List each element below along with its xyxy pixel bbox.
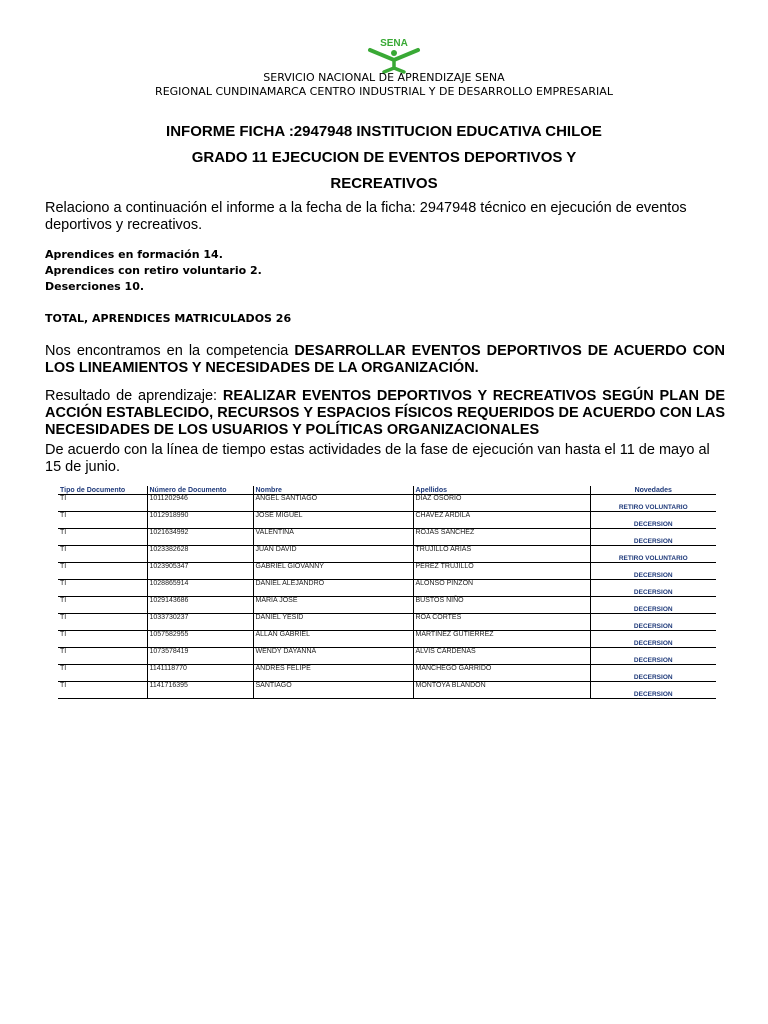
report-subtitle-cont: RECREATIVOS	[330, 175, 438, 192]
table-header-row	[58, 486, 716, 495]
cell-nombre: ALLAN GABRIEL	[253, 631, 413, 648]
cell-numero: 1023382628	[147, 546, 253, 563]
cell-numero: 1012918990	[147, 512, 253, 529]
table-row	[58, 495, 716, 512]
cell-nombre: GABRIEL GIOVANNY	[253, 563, 413, 580]
cell-nombre: WENDY DAYANNA	[253, 648, 413, 665]
cell-novedad: DECERSION	[590, 563, 716, 580]
cell-nombre: ANDRES FELIPE	[253, 665, 413, 682]
cell-numero: 1029143686	[147, 597, 253, 614]
cell-numero: 1141118770	[147, 665, 253, 682]
cell-numero: 1033730237	[147, 614, 253, 631]
cell-apellidos: MANCHEGO GARRIDO	[413, 665, 590, 682]
cell-tipo: TI	[58, 580, 147, 597]
org-region-line: REGIONAL CUNDINAMARCA CENTRO INDUSTRIAL Y DE DESARROLLO EMPRESARIAL	[155, 85, 613, 98]
cell-numero: 1023905347	[147, 563, 253, 580]
competencia-paragraph	[45, 343, 725, 377]
cell-novedad: DECERSION	[590, 529, 716, 546]
cell-tipo: TI	[58, 512, 147, 529]
header-tipo-documento: Tipo de Documento	[58, 486, 147, 495]
resultado-paragraph	[45, 388, 725, 439]
cell-tipo: TI	[58, 546, 147, 563]
cell-nombre: JOSE MIGUEL	[253, 512, 413, 529]
competencia-prefix: Nos encontramos en la competencia	[45, 343, 295, 359]
cell-apellidos: CHAVEZ ARDILA	[413, 512, 590, 529]
cell-nombre: DANIEL YESID	[253, 614, 413, 631]
resultado-value: REALIZAR EVENTOS DEPORTIVOS Y RECREATIVOS SEGÚN PLAN DE ACCIÓN ESTABLECIDO, RECURSOS Y ESPACIOS FÍSICOS REQUERIDOS DE ACUERDO CON LAS NECESIDADES DE LOS USUARIOS Y POLÍTICAS ORGANIZACIONALES	[45, 388, 725, 438]
cell-tipo: TI	[58, 563, 147, 580]
cell-apellidos: ALONSO PINZON	[413, 580, 590, 597]
cell-novedad: DECERSION	[590, 512, 716, 529]
table-row	[58, 597, 716, 614]
cell-tipo: TI	[58, 614, 147, 631]
table-row	[58, 546, 716, 563]
header-novedades: Novedades	[590, 486, 716, 495]
stat-total: TOTAL, APRENDICES MATRICULADOS 26	[45, 312, 292, 325]
table-row	[58, 563, 716, 580]
stat-retiro-voluntario: Aprendices con retiro voluntario 2.	[45, 264, 262, 277]
cell-apellidos: ROA CORTES	[413, 614, 590, 631]
competencia-value: DESARROLLAR EVENTOS DEPORTIVOS DE ACUERDO CON LOS LINEAMIENTOS Y NECESIDADES DE LA ORGANIZACIÓN.	[45, 343, 725, 376]
table-row	[58, 512, 716, 529]
cell-novedad: DECERSION	[590, 597, 716, 614]
table-row	[58, 682, 716, 699]
cell-novedad: DECERSION	[590, 665, 716, 682]
table-row	[58, 631, 716, 648]
intro-paragraph: Relaciono a continuación el informe a la fecha de la ficha: 2947948 técnico en ejecución de eventos deportivos y recreativos.	[45, 200, 687, 233]
cell-novedad: DECERSION	[590, 682, 716, 699]
cell-apellidos: MONTOYA BLANDON	[413, 682, 590, 699]
header-apellidos: Apellidos	[413, 486, 590, 495]
cell-novedad: RETIRO VOLUNTARIO	[590, 546, 716, 563]
table-row	[58, 580, 716, 597]
cell-apellidos: TRUJILLO ARIAS	[413, 546, 590, 563]
cell-novedad: DECERSION	[590, 648, 716, 665]
cell-nombre: JUAN DAVID	[253, 546, 413, 563]
cell-numero: 1021634992	[147, 529, 253, 546]
roster-body	[58, 495, 716, 699]
cell-apellidos: ALVIS CARDENAS	[413, 648, 590, 665]
cell-numero: 1057582955	[147, 631, 253, 648]
cell-apellidos: DIAZ OSORIO	[413, 495, 590, 512]
cell-nombre: VALENTINA	[253, 529, 413, 546]
cell-tipo: TI	[58, 495, 147, 512]
table-row	[58, 529, 716, 546]
cell-nombre: MARIA JOSE	[253, 597, 413, 614]
table-row	[58, 648, 716, 665]
cell-novedad: DECERSION	[590, 631, 716, 648]
cell-numero: 1141716395	[147, 682, 253, 699]
cell-nombre: DANIEL ALEJANDRO	[253, 580, 413, 597]
cell-tipo: TI	[58, 665, 147, 682]
cell-apellidos: MARTINEZ GUTIERREZ	[413, 631, 590, 648]
cell-numero: 1011202946	[147, 495, 253, 512]
cell-tipo: TI	[58, 631, 147, 648]
table-row	[58, 614, 716, 631]
cell-numero: 1073578419	[147, 648, 253, 665]
cell-apellidos: BUSTOS NIÑO	[413, 597, 590, 614]
cell-apellidos: ROJAS SANCHEZ	[413, 529, 590, 546]
stat-en-formacion: Aprendices en formación 14.	[45, 248, 223, 261]
cell-tipo: TI	[58, 597, 147, 614]
report-title: INFORME FICHA :2947948 INSTITUCION EDUCATIVA CHILOE	[166, 123, 602, 140]
cell-tipo: TI	[58, 682, 147, 699]
cell-novedad: RETIRO VOLUNTARIO	[590, 495, 716, 512]
cell-novedad: DECERSION	[590, 614, 716, 631]
svg-text:SENA: SENA	[380, 38, 408, 49]
org-name-line: SERVICIO NACIONAL DE APRENDIZAJE SENA	[263, 71, 505, 84]
sena-logo	[364, 36, 424, 74]
cell-nombre: ANGEL SANTIAGO	[253, 495, 413, 512]
cell-apellidos: PEREZ TRUJILLO	[413, 563, 590, 580]
table-row	[58, 665, 716, 682]
timeline-paragraph: De acuerdo con la línea de tiempo estas actividades de la fase de ejecución van hasta el 11 de mayo al 15 de junio.	[45, 442, 710, 475]
cell-tipo: TI	[58, 648, 147, 665]
header-numero-documento: Número de Documento	[147, 486, 253, 495]
header-nombre: Nombre	[253, 486, 413, 495]
stat-deserciones: Deserciones 10.	[45, 280, 145, 293]
roster-table	[58, 486, 716, 699]
cell-numero: 1028865914	[147, 580, 253, 597]
report-subtitle: GRADO 11 EJECUCION DE EVENTOS DEPORTIVOS Y	[191, 149, 577, 166]
cell-tipo: TI	[58, 529, 147, 546]
resultado-prefix: Resultado de aprendizaje:	[45, 388, 223, 404]
cell-nombre: SANTIAGO	[253, 682, 413, 699]
cell-novedad: DECERSION	[590, 580, 716, 597]
